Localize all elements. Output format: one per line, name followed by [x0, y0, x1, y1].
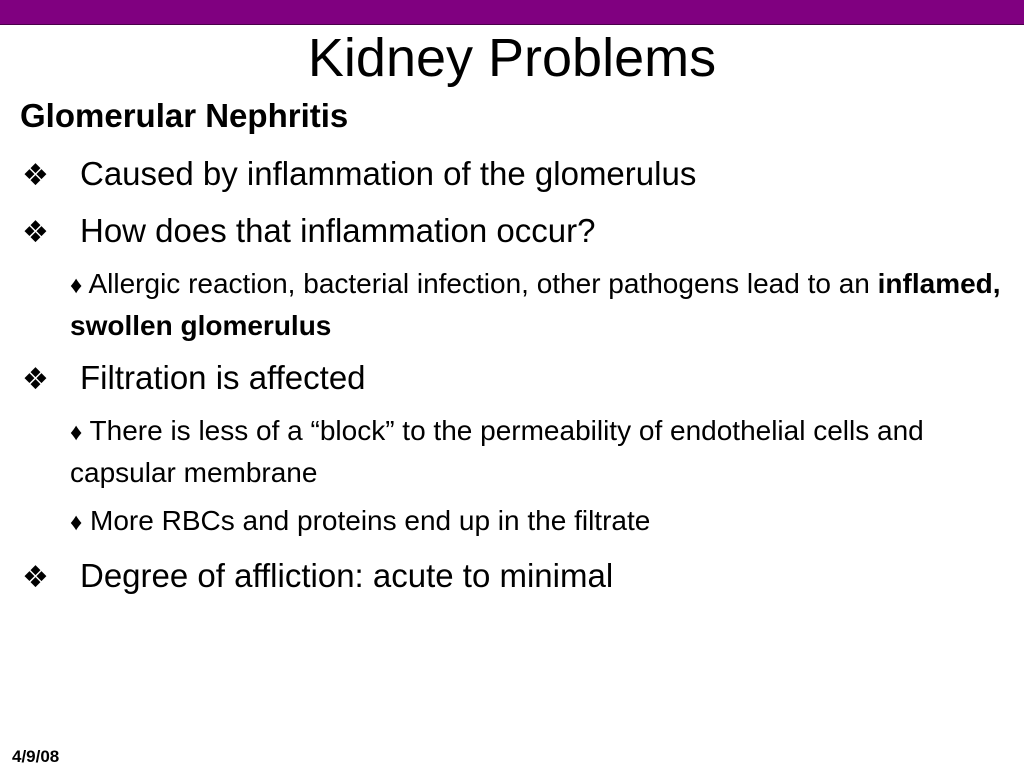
small-diamond-icon: ♦	[70, 419, 83, 446]
sub-bullet-text: Allergic reaction, bacterial infection, other pathogens lead to an	[88, 268, 870, 299]
sub-bullet-text: There is less of a “block” to the permeability of endothelial cells and capsular membrane	[70, 415, 924, 488]
bullet-item	[22, 556, 613, 598]
bullet-item	[22, 358, 366, 400]
bullet-text: Degree of affliction: acute to minimal	[80, 557, 614, 594]
diamond-bullet-icon: ❖	[22, 159, 49, 192]
small-diamond-icon: ♦	[70, 509, 83, 536]
sub-bullet-item	[70, 411, 1010, 493]
slide-subtitle: Glomerular Nephritis	[20, 97, 349, 134]
small-diamond-icon: ♦	[70, 272, 83, 299]
bullet-text: Filtration is affected	[80, 359, 366, 396]
sub-bullet-item	[70, 501, 1010, 543]
bullet-text: Caused by inflammation of the glomerulus	[80, 155, 697, 192]
bullet-item	[22, 154, 696, 196]
diamond-bullet-icon: ❖	[22, 216, 49, 249]
sub-bullet-item	[70, 264, 1010, 346]
header-bar	[0, 0, 1024, 25]
footer-date: 4/9/08	[12, 747, 60, 766]
bullet-text: How does that inflammation occur?	[80, 212, 596, 249]
sub-bullet-bold-text: inflamed, swollen glomerulus	[70, 268, 1001, 341]
bullet-item	[22, 211, 595, 253]
sub-bullet-text: More RBCs and proteins end up in the filtrate	[90, 505, 651, 536]
diamond-bullet-icon: ❖	[22, 561, 49, 594]
slide-title: Kidney Problems	[307, 28, 717, 88]
diamond-bullet-icon: ❖	[22, 363, 49, 396]
